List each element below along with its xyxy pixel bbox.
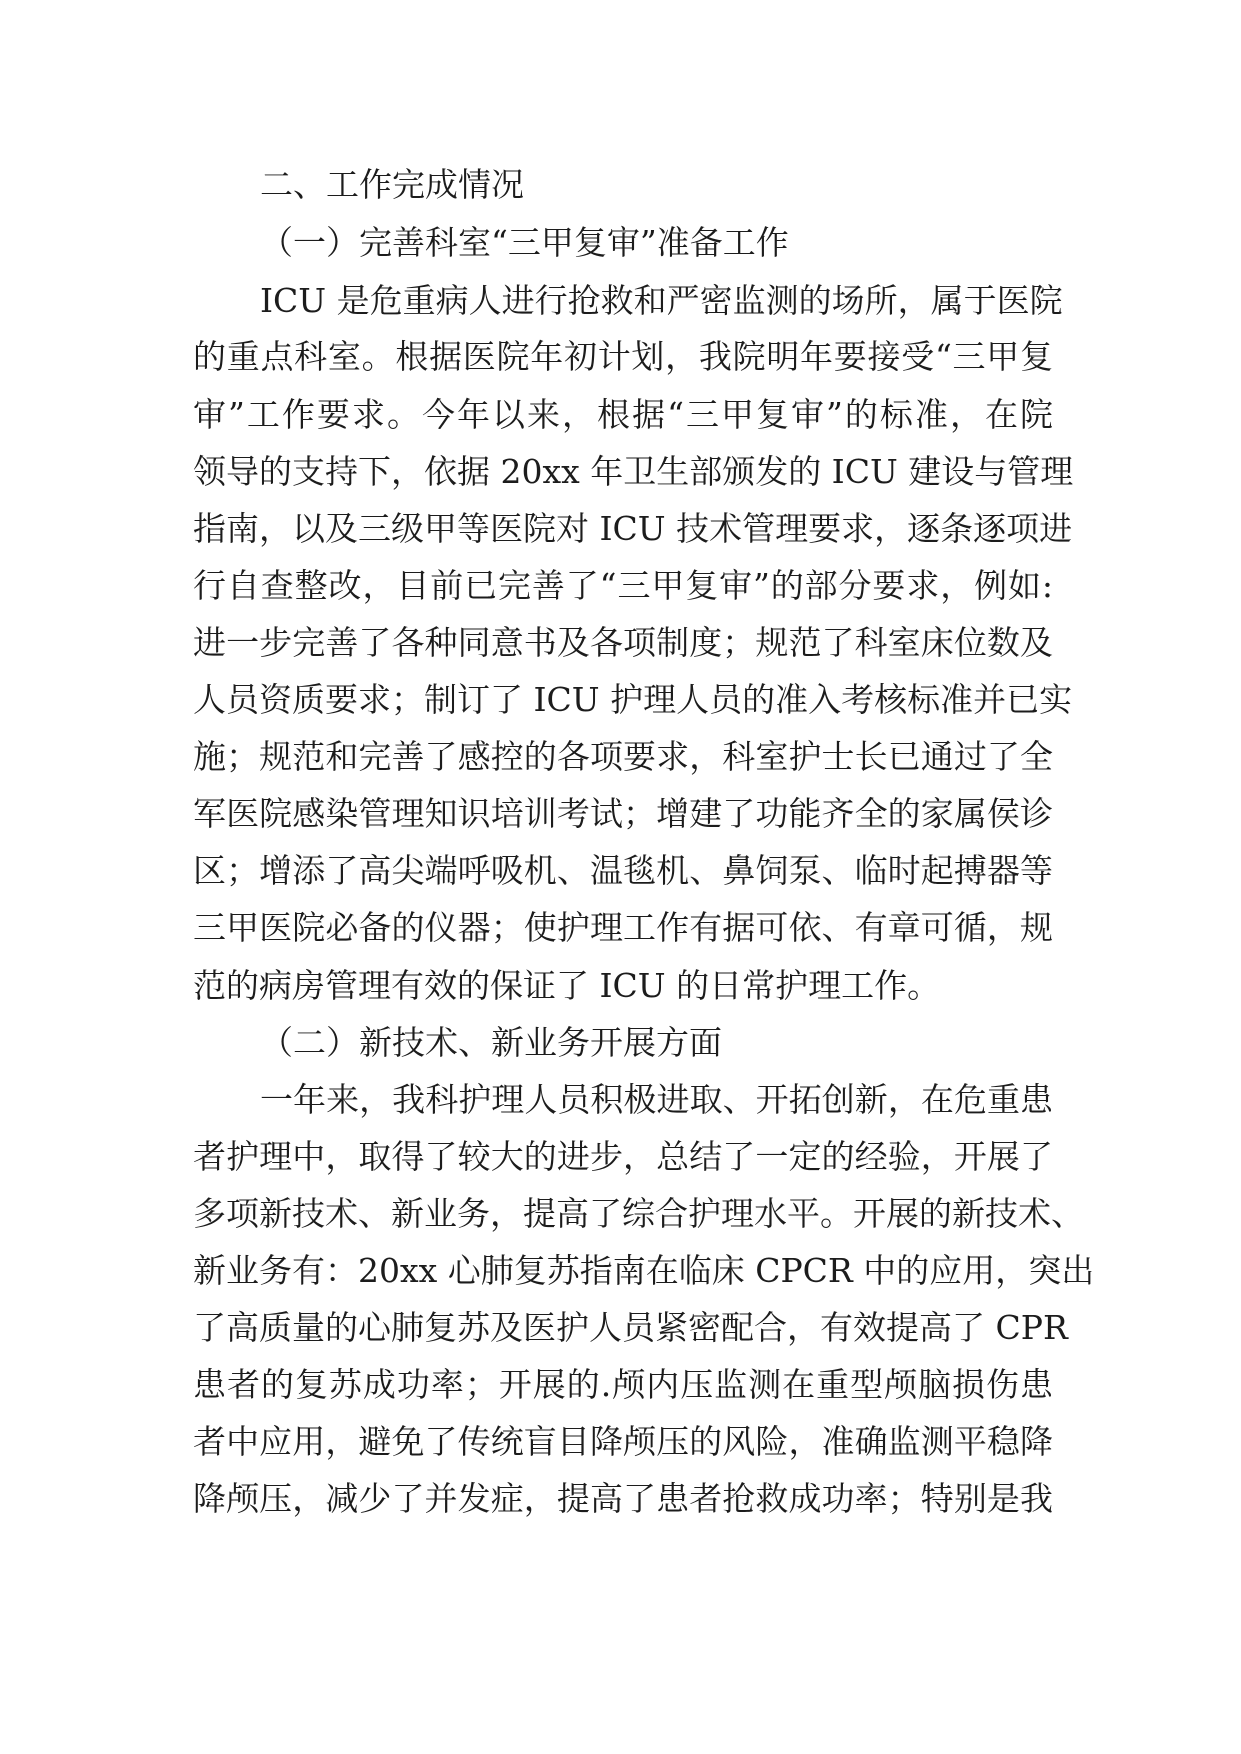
paragraph-1-line: 施；规范和完善了感控的各项要求，科室护士长已通过了全 — [193, 737, 1053, 776]
paragraph-2-line: 了高质量的心肺复苏及医护人员紧密配合，有效提高了 CPR — [193, 1308, 1068, 1347]
paragraph-2-line: 一年来，我科护理人员积极进取、开拓创新，在危重患 — [260, 1080, 1053, 1119]
subheading-1: （一）完善科室“三甲复审”准备工作 — [260, 223, 789, 262]
paragraph-1-line: 领导的支持下，依据 20xx 年卫生部颁发的 ICU 建设与管理 — [193, 452, 1074, 491]
paragraph-2-line: 患者的复苏成功率；开展的.颅内压监测在重型颅脑损伤患 — [193, 1365, 1053, 1404]
subheading-2: （二）新技术、新业务开展方面 — [260, 1023, 722, 1062]
paragraph-2-line: 降颅压，减少了并发症，提高了患者抢救成功率；特别是我 — [193, 1479, 1053, 1518]
paragraph-1-line: 区；增添了高尖端呼吸机、温毯机、鼻饲泵、临时起搏器等 — [193, 851, 1053, 890]
paragraph-1-line: 进一步完善了各种同意书及各项制度；规范了科室床位数及 — [193, 623, 1053, 662]
paragraph-1-line: 人员资质要求；制订了 ICU 护理人员的准入考核标准并已实 — [193, 680, 1073, 719]
paragraph-2-line: 者护理中，取得了较大的进步，总结了一定的经验，开展了 — [193, 1137, 1053, 1176]
paragraph-1-line: ICU 是危重病人进行抢救和严密监测的场所，属于医院 — [260, 281, 1063, 320]
paragraph-2-line: 者中应用，避免了传统盲目降颅压的风险，准确监测平稳降 — [193, 1422, 1053, 1461]
paragraph-1-line: 范的病房管理有效的保证了 ICU 的日常护理工作。 — [193, 966, 941, 1005]
paragraph-1-line: 指南，以及三级甲等医院对 ICU 技术管理要求，逐条逐项进 — [193, 509, 1073, 548]
paragraph-1-line: 审”工作要求。今年以来，根据“三甲复审”的标准，在院 — [193, 395, 1053, 434]
paragraph-1-line: 行自查整改，目前已完善了“三甲复审”的部分要求，例如: — [193, 566, 1053, 605]
paragraph-1-line: 的重点科室。根据医院年初计划，我院明年要接受“三甲复 — [193, 337, 1053, 376]
paragraph-1-line: 三甲医院必备的仪器；使护理工作有据可依、有章可循，规 — [193, 908, 1053, 947]
paragraph-1-line: 军医院感染管理知识培训考试；增建了功能齐全的家属侯诊 — [193, 794, 1053, 833]
paragraph-2-line: 多项新技术、新业务，提高了综合护理水平。开展的新技术、 — [193, 1194, 1084, 1233]
section-heading: 二、工作完成情况 — [260, 165, 524, 204]
paragraph-2-line: 新业务有：20xx 心肺复苏指南在临床 CPCR 中的应用，突出 — [193, 1251, 1095, 1290]
